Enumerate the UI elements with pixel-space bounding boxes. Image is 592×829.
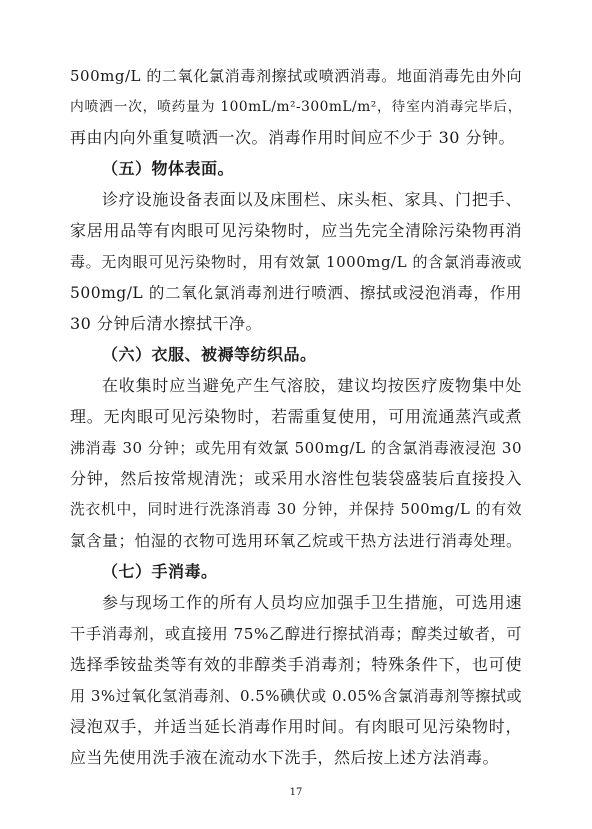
body-text-line: 氯含量；怕湿的衣物可选用环氧乙烷或干热方法进行消毒处理。 (70, 532, 522, 550)
body-text-line: 干手消毒剂，或直接用 75%乙醇进行擦拭消毒；醇类过敏者，可 (70, 625, 522, 643)
body-text-line: 家居用品等有肉眼可见污染物时，应当先完全清除污染物再消 (70, 221, 522, 240)
body-text-line: 在收集时应当避免产生气溶胶，建议均按医疗废物集中处 (102, 376, 522, 395)
body-text-line: 再由内向外重复喷洒一次。消毒作用时间应不少于 30 分钟。 (70, 128, 516, 147)
body-text-line: 诊疗设施设备表面以及床围栏、床头柜、家具、门把手、 (102, 190, 522, 209)
body-text-line: 应当先使用洗手液在流动水下洗手，然后按上述方法消毒。 (70, 748, 500, 767)
body-text-line: 参与现场工作的所有人员均应加强手卫生措施，可选用速 (102, 593, 522, 612)
body-text-line: 浸泡双手，并适当延长消毒作用时间。有肉眼可见污染物时， (70, 717, 522, 736)
body-text-line: 内喷洒一次，喷药量为 100mL/m²-300mL/m²，待室内消毒完毕后， (70, 99, 522, 115)
body-text-line: 洗衣机中，同时进行洗涤消毒 30 分钟，并保持 500mg/L 的有效 (70, 501, 522, 518)
body-text-line: 选择季铵盐类等有效的非醇类手消毒剂；特殊条件下，也可使 (70, 655, 522, 674)
section-heading-5: （五）物体表面。 (102, 159, 235, 178)
body-text-line: 用 3%过氧化氢消毒剂、0.5%碘伏或 0.05%含氯消毒剂等擦拭或 (70, 687, 522, 705)
body-text-line: 毒。无肉眼可见污染物时，用有效氯 1000mg/L 的含氯消毒液或 (70, 253, 522, 271)
body-text-line: 500mg/L 的二氧化氯消毒剂进行喷洒、擦拭或浸泡消毒，作用 (70, 284, 522, 302)
body-text-line: 理。无肉眼可见污染物时，若需重复使用，可用流通蒸汽或煮 (70, 407, 522, 426)
section-heading-6: （六）衣服、被褥等纺织品。 (102, 345, 317, 364)
page-number: 17 (289, 787, 303, 798)
body-text-line: 30 分钟后清水擦拭干净。 (70, 314, 262, 333)
body-text-line: 500mg/L 的二氧化氯消毒剂擦拭或喷洒消毒。地面消毒先由外向 (70, 67, 522, 85)
section-heading-7: （七）手消毒。 (102, 562, 218, 581)
body-text-line: 分钟，然后按常规清洗；或采用水溶性包装袋盛装后直接投入 (70, 469, 522, 488)
body-text-line: 沸消毒 30 分钟；或先用有效氯 500mg/L 的含氯消毒液浸泡 30 (70, 439, 522, 457)
